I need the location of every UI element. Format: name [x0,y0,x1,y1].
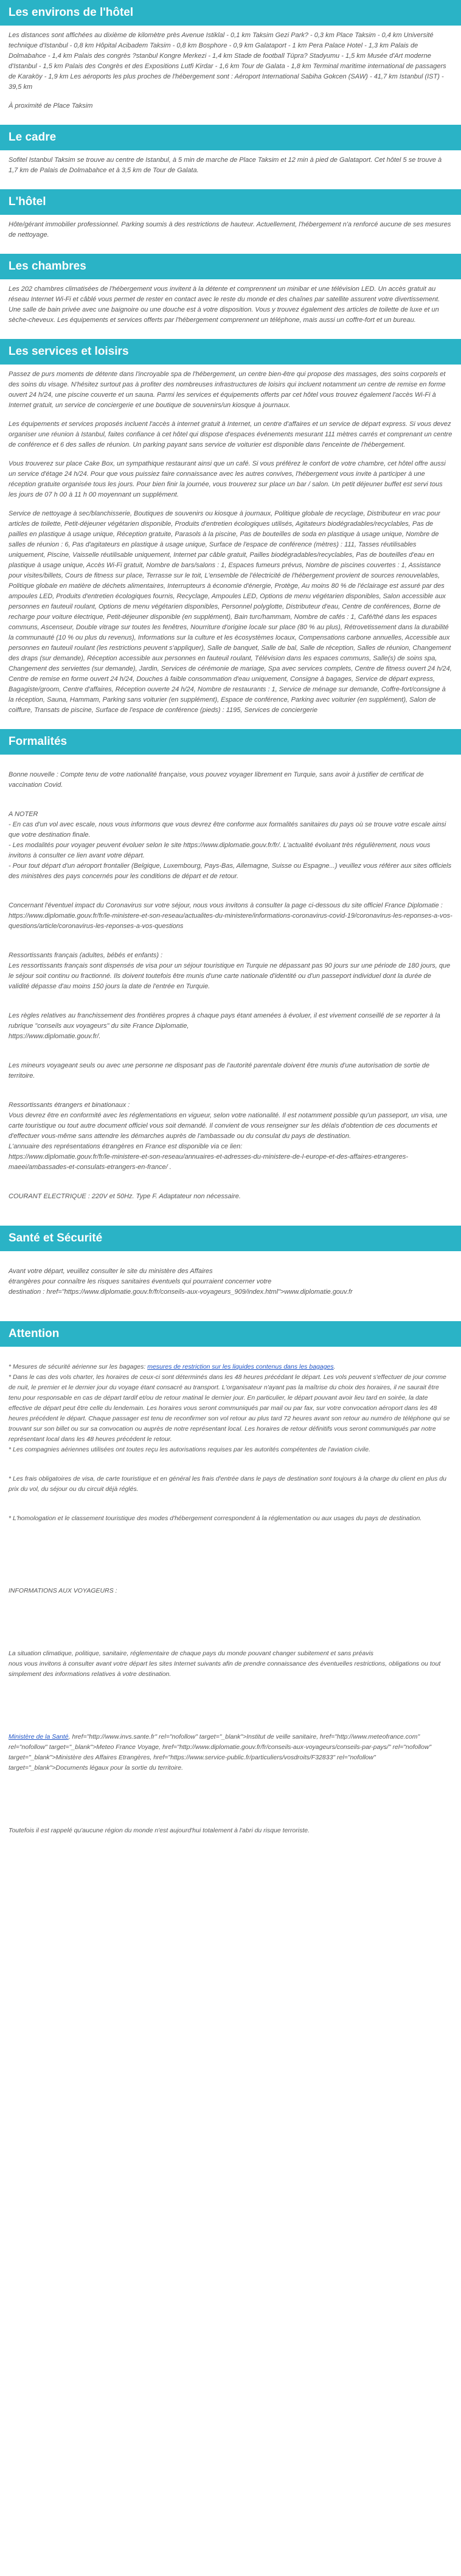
section-chambres [0,254,461,334]
attention-fees: * Les frais obligatoires de visa, de carte touristique et en général les frais d'entrée dans le pays de destination sont toujours à la charge du client en plus du prix du vol, du séjour ou du circuit déjà réglés. [9,1475,446,1493]
section-services [0,339,461,724]
section-title: Les environs de l'hôtel [0,0,461,26]
travellers-info-text: La situation climatique, politique, sanitaire, réglementaire de chaque pays du monde pouvant changer subitement et sans préavis nous vous invitons à consulter avant votre départ les sites Internet suivants afin de prendre connaissance des éventuelles restrictions, obligations ou tout simplement des informations relatives à votre destination. [9,1650,441,1678]
section-title: Les services et loisirs [0,339,461,365]
amenities-list: Service de nettoyage à sec/blanchisserie, Boutiques de souvenirs ou kiosque à journaux, Politique globale de recyclage, Distributeur en vrac pour articles de toilette, Petit-déjeuner végétarien disponible, Produits d'entretien écologiques utilisés, Agitateurs biodégradables/recyclables, Pas de pailles en plastique à usage unique, Réception gratuite, Parasols à la piscine, Pas de bouteilles de soda en plastique à usage unique, Nombre de salles de réunion : 6, Pas d'agitateurs en plastique à usage unique, Surface de l'espace de conférence (mètres) : 111, Tasses réutilisables uniquement, Piscine, Vaisselle réutilisable uniquement, Internet par câble gratuit, Pailles biodégradables/recyclables, Pas de bouteilles d'eau en plastique à usage unique, Accès Wi-Fi gratuit, Nombre de bars/salons : 1, Espaces fumeurs prévus, Nombre de piscines couvertes : 1, Assistance pour visites/billets, Cours de fitness sur place, Terrasse sur le toit, L'ensemble de l'électricité de l'hébergement provient de sources renouvelables, Politique globale en matière de déchets alimentaires, Interrupteurs à économie d'énergie, Protège, Au moins 80 % de l'éclairage est assuré par des ampoules LED, Produits d'entretien écologiques fournis, Recyclage, Ampoules LED, Options de menu végétarien disponibles, Salon accessible aux personnes en fauteuil roulant, Options de menu végétarien disponibles, Personnel polyglotte, Distributeur d'eau, Centre de conférences, Borne de recharge pour voiture électrique, Petit-déjeuner disponible (en supplément), Bain turc/hammam, Nombre de cafés : 1, Café/thé dans les espaces communs, Ascenseur, Double vitrage sur toutes les fenêtres, Nourriture d'origine locale sur place (80 % au plus), Rétrovetissement dans la durabilité la communauté (10 % ou plus du revenus), Informations sur la culture et les écosystèmes locaux, Compensations carbone annuelles, Accessible aux personnes en fauteuil roulant (les restrictions peuvent s'appliquer), Salle de banquet, Salle de bal, Salle de réception, Salles de réunion, Changement des draps (sur demande), Réception accessible aux personnes en fauteuil roulant, Télévision dans les espaces communs, Salle(s) de soins spa, Changement des serviettes (sur demande), Jardin, Services de cérémonie de mariage, Spa avec services complets, Centre de fitness ouvert 24 h/24, Centre de remise en forme ouvert 24 h/24, Douches à faible consommation d'eau uniquement, Consigne à bagages, Service de départ express, Bagagiste/groom, Centre d'affaires, Réception ouverte 24 h/24, Nombre de restaurants : 1, Service de ménage sur demande, Coffre-fort/consigne à la réception, Sauna, Hammam, Parking sans voiturier (en supplément), Espace de conférence, Parking avec voiturier (en supplément), Salon de coiffure, Transats de piscine, Surface de l'espace de conférence (pieds) : 1195, Services de conciergerie [9,510,452,714]
section-title: Le cadre [0,125,461,150]
liquids-restriction-link[interactable]: mesures de restriction sur les liquides contenus dans les bagages [147,1363,334,1370]
section-environs [0,0,461,120]
health-text: Avant votre départ, veuillez consulter le site du ministère des Affaires étrangères pour connaître les risques sanitaires éventuels qui pourraient concerner votre destination : href="https://www.diplomatie.gouv.fr/fr/conseils-aux-voyageurs_909/index.html">www.diplomatie.gouv.fr [9,1268,353,1296]
section-title: L'hôtel [0,189,461,215]
rooms-text: Les 202 chambres climatisées de l'hébergement vous invitent à la détente et comprennent un minibar et une télévision LED. Un accès gratuit au réseau Internet Wi-Fi et câblé vous permet de rester en contact avec le reste du monde et des chaînes par satellite assurent votre divertissement. Une salle de bain privée avec une baignoire ou une douche est à votre disposition. Vous y trouvez également des articles de toilette de luxe et un sèche-cheveux. Les équipements et services offerts par l'hébergement comprennent un téléphone, mais aussi un coffre-fort et un bureau. [9,285,440,324]
electric-current: COURANT ELECTRIQUE : 220V et 50Hz. Type F. Adaptateur non nécessaire. [9,1193,241,1200]
section-cadre [0,125,461,184]
proximity-text: À proximité de Place Taksim [9,102,93,110]
attention-measures [9,1362,452,1455]
section-title: Santé et Sécurité [0,1226,461,1251]
formalities-rules: Les règles relatives au franchissement des frontières propres à chaque pays étant amenées à évoluer, il est vivement conseillé de se reporter à la rubrique "conseils aux voyageurs" du site France Diplomatie, https://www.diplomatie.gouv.fr/. [9,1012,440,1040]
spa-text: Passez de purs moments de détente dans l'incroyable spa de l'hébergement, un centre bien-être qui propose des massages, des soins corporels et des soins du visage. N'hésitez surtout pas à profiter des nombreuses infrastructures de loisirs qui incluent notamment un centre de remise en forme ouvert 24 h/24, une piscine couverte et un sauna. Parmi les services et équipements offerts par cet hôtel vous trouvez également l'accès Wi-Fi à Internet gratuit, un service de conciergerie et une boutique de souvenirs/un kiosque à journaux. [9,371,446,409]
formalities-french: Ressortissants français (adultes, bébés et enfants) : Les ressortissants français sont dispensés de visa pour un séjour touristique en Turquie ne dépassant pas 90 jours sur une période de 180 jours, que le séjour soit continu ou fractionné. Ils doivent toutefois être munis d'une carte nationale d'identité ou d'un passeport individuel dont la durée de validité dépasse d'au moins 150 jours la date de l'entrée en Turquie. [9,952,451,990]
useful-links [9,1732,452,1773]
section-body [0,279,461,334]
section-title: Attention [0,1321,461,1347]
terrorism-note: Toutefois il est rappelé qu'aucune région du monde n'est aujourd'hui totalement à l'abri du risque terroriste. [9,1827,310,1834]
section-title: Formalités [0,729,461,755]
formalities-foreign: Ressortissants étrangers et binationaux : Vous devrez être en conformité avec les réglementations en vigueur, selon votre nationalité. Il est notamment possible qu'un passeport, un visa, une carte touristique ou tout autre document officiel vous soit demandé. Il convient de vous renseigner sur les délais d'obtention de ces documents et d'effectuer vous-même sans attendre les démarches auprès de l'ambassade ou du consulat du pays de destination. L'annuaire des représentations étrangères en France est disponible via ce lien: https://www.diplomatie.gouv.fr/fr/le-ministere-et-son-reseau/annuaires-et-adresses-du-ministere-de-l-europe-et-des-affaires-etrangeres-maeei/ambassades-et-consulats-etrangers-en-france/ . [9,1101,448,1171]
spacer [9,1792,452,1815]
spacer [9,1698,452,1722]
section-body [0,1347,461,1855]
section-body [0,1251,461,1316]
spacer [9,1543,452,1576]
section-body [0,365,461,724]
attention-details: . * Dans le cas des vols charter, les horaires de ceux-ci sont déterminés dans les 48 heures précédant le départ. Les vols peuvent s'effectuer de jour comme de nuit, le premier et le dernier jour du voyage étant consacré au transport. L'organisateur n'ayant pas la maîtrise du choix des horaires, il ne saurait être tenu pour responsable en cas de départ tardif et/ou de retour matinal le dernier jour. En particulier, le départ pouvant avoir lieu tard en soirée, la date effective de départ peut être celle du lendemain. Les horaires vous seront communiqués par mail ou par fax, sur votre convocation aéroport dans les 48 heures précédent le départ. Chaque passager est tenu de reconfirmer son vol retour au plus tard 72 heures avant son retour au numéro de téléphone qui se trouvant sur son billet ou sur sa convocation ou auprès de notre représentant local. Les horaires de retour définitifs vous seront communiqués par notre représentant local dans les 48 heures précédent le retour. * Les compagnies aériennes utilisées ont toutes reçu les autorisations requises par les autorités compétentes de l'aviation civile. [9,1363,450,1453]
section-attention [0,1321,461,1855]
dining-text: Vous trouverez sur place Cake Box, un sympathique restaurant ainsi que un café. Si vous préférez le confort de votre chambre, cet hôtel offre aussi un service d'étage 24 h/24. Pour que vous puissiez faire connaissance avec les autres convives, l'hébergement vous invite à participer à une réception gratuite organisée tous les jours. Pour bien finir la journée, vous trouverez sur place un bar / salon. Un petit déjeuner buffet est servi tous les jours de 07 h 00 à 11 h 00 moyennant un supplément. [9,460,446,498]
business-text: Les équipements et services proposés incluent l'accès à internet gratuit à Internet, un centre d'affaires et un service de départ express. Si vous devez organiser une réunion à Istanbul, faites confiance à cet hôtel qui dispose d'espaces événements mesurant 111 mètres carrés et comprenant un centre de conférence et 6 des salles de réunion. Un parking payant sans service de voiturier est disponible dans l'enceinte de l'hébergement. [9,421,452,449]
section-sante [0,1226,461,1316]
travellers-info-heading: INFORMATIONS AUX VOYAGEURS : [9,1587,117,1594]
setting-text: Sofitel Istanbul Taksim se trouve au centre de Istanbul, à 5 min de marche de Place Taksim et 12 min à pied de Galataport. Cet hôtel 5 se trouve à 1,7 km de Palais de Dolmabahce et à 3,5 km de Tour de Galata. [9,156,442,174]
formalities-text: Bonne nouvelle : Compte tenu de votre nationalité française, vous pouvez voyager librement en Turquie, sans avoir à justifier de certificat de vaccination Covid. [9,771,424,789]
section-body [0,755,461,1221]
section-body [0,26,461,120]
health-ministry-link[interactable]: Ministère de la Santé [9,1733,69,1740]
section-body [0,150,461,184]
section-body [0,215,461,249]
attention-classification: * L'homologation et le classement touristique des modes d'hébergement correspondent à la réglementation ou aux usages du pays de destination. [9,1515,422,1522]
section-hotel [0,189,461,249]
section-formalites [0,729,461,1221]
useful-links-text: , href="http://www.invs.sante.fr" rel="nofollow" target="_blank">Institut de veille sanitaire, href="http://www.meteofrance.com" rel="nofollow" target="_blank">Meteo France Voyage, href="http://www.diplomatie.gouv.fr/fr/conseils-aux-voyageurs/conseils-par-pays/" rel="nofollow" target="_blank">Ministère des Affaires Etrangères, href="https://www.service-public.fr/particuliers/vosdroits/F32833" rel="nofollow" target="_blank">Documents légaux pour la sortie du territoire. [9,1733,432,1771]
spacer [9,1615,452,1638]
formalities-note: A NOTER - En cas d'un vol avec escale, nous vous informons que vous devrez être conforme aux formalités sanitaires du pays où se trouve votre escale ainsi que votre destination finale. - Les modalités pour voyager peuvent évoluer selon le site https://www.diplomatie.gouv.fr/fr/. L'actualité évoluant très régulièrement, nous vous invitons à consulter ce lien avant votre départ. - Pour tout départ d'un aéroport frontalier (Belgique, Luxembourg, Pays-Bas, Allemagne, Suisse ou Espagne...) veuillez vous référer aux sites officiels des ministères des pays concernés pour les conditions de départ et de retour. [9,811,452,880]
formalities-minors: Les mineurs voyageant seuls ou avec une personne ne disposant pas de l'autorité parentale doivent être munis d'une autorisation de sortie de territoire. [9,1062,430,1080]
hotel-text: Hôte/gérant immobilier professionnel. Parking soumis à des restrictions de hauteur. Actuellement, l'hébergement n'a renforcé aucune de ses mesures de nettoyage. [9,221,451,239]
section-title: Les chambres [0,254,461,279]
nearby-distances-text: Les distances sont affichées au dixième de kilomètre près Avenue Istiklal - 0,1 km Taksim Gezi Park? - 0,3 km Place Taksim - 0,4 km Université technique d'Istanbul - 0,8 km Hôpital Acibadem Taksim - 0,8 km Bosphore - 0,9 km Galataport - 1 km Pera Palace Hotel - 1,3 km Palais de Dolmabahce - 1,4 km Palais des congrès ?stanbul Kongre Merkezi - 1,4 km Stade de football Tüpra? Stadyumu - 1,5 km Musée d'Art moderne d'Istanbul - 1,5 km Palais des Congrès et des Expositions Lutfi Kirdar - 1,6 km Tour de Galata - 1,8 km Terminal maritime international de passagers de Karaköy - 1,9 km Les aéroports les plus proches de l'hébergement sont : Aéroport International Sabiha Gokcen (SAW) - 41,7 km Istanbul (IST) - 39,5 km [9,32,446,91]
attention-prefix: * Mesures de sécurité aérienne sur les bagages: [9,1363,148,1370]
formalities-covid: Concernant l'éventuel impact du Coronavirus sur votre séjour, nous vous invitons à consulter la page ci-dessous du site officiel France Diplomatie : https://www.diplomatie.gouv.fr/fr/le-ministere-et-son-reseau/actualites-du-ministere/informations-coronavirus-covid-19/coronavirus-les-reponses-a-vos-questions/article/coronavirus-les-reponses-a-vos-questions [9,902,452,930]
